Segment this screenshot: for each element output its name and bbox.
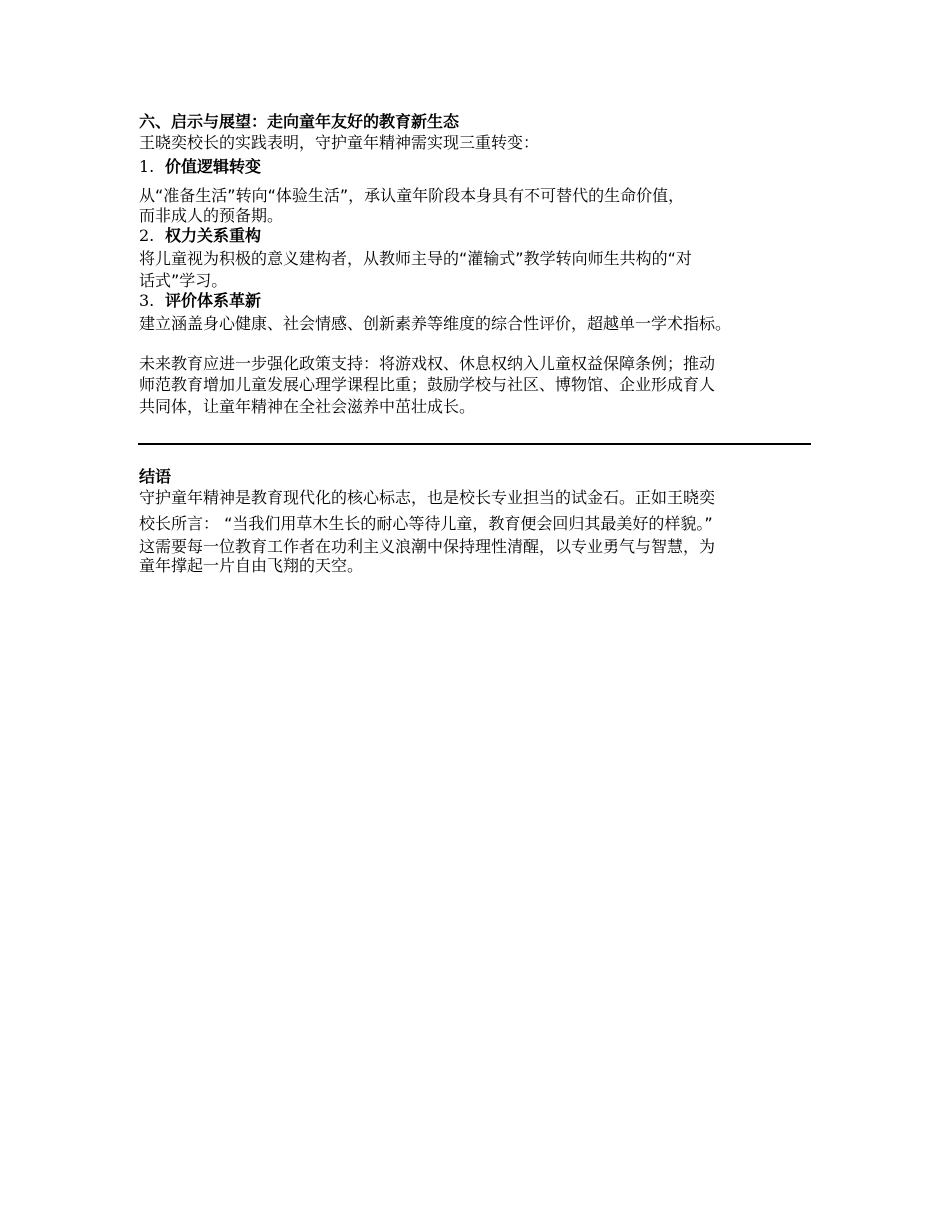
list-item-text-line: 建立涵盖身心健康、社会情感、创新素养等维度的综合性评价，超越单一学术指标。 (139, 314, 732, 333)
list-item-number: 1. (139, 157, 155, 176)
list-item-title: 权力关系重构 (165, 226, 262, 245)
future-paragraph-line: 共同体，让童年精神在全社会滋养中茁壮成长。 (139, 397, 476, 416)
conclusion-heading: 结语 (139, 467, 172, 486)
section-heading: 六、启示与展望：走向童年友好的教育新生态 (139, 112, 460, 131)
list-item-number: 3. (139, 291, 155, 310)
section-intro: 王晓奕校长的实践表明，守护童年精神需实现三重转变： (139, 133, 540, 152)
list-item-text-line: 话式”学习。 (139, 271, 228, 290)
list-item-text-line: 而非成人的预备期。 (139, 206, 284, 225)
list-item-title: 价值逻辑转变 (165, 157, 262, 176)
conclusion-paragraph-line: 守护童年精神是教育现代化的核心标志，也是校长专业担当的试金石。正如王晓奕 (139, 488, 716, 507)
list-item-heading (139, 227, 829, 244)
list-item-text-line: 从“准备生活”转向“体验生活”，承认童年阶段本身具有不可替代的生命价值， (139, 186, 685, 205)
list-item-number: 2. (139, 226, 155, 245)
conclusion-paragraph-line: 童年撑起一片自由飞翔的天空。 (139, 556, 364, 575)
list-item-title: 评价体系革新 (165, 291, 262, 310)
list-item-heading (139, 158, 829, 175)
conclusion-paragraph-line: 校长所言： “当我们用草木生长的耐心等待儿童，教育便会回归其最美好的样貌。” (139, 514, 713, 533)
list-item-heading (139, 292, 829, 309)
conclusion-paragraph-line: 这需要每一位教育工作者在功利主义浪潮中保持理性清醒，以专业勇气与智慧，为 (139, 537, 716, 556)
future-paragraph-line: 未来教育应进一步强化政策支持：将游戏权、休息权纳入儿童权益保障条例；推动 (139, 354, 716, 373)
future-paragraph-line: 师范教育增加儿童发展心理学课程比重；鼓励学校与社区、博物馆、企业形成育人 (139, 375, 716, 394)
list-item-text-line: 将儿童视为积极的意义建构者，从教师主导的“灌输式”教学转向师生共构的“对 (139, 249, 692, 268)
horizontal-divider (138, 443, 811, 445)
